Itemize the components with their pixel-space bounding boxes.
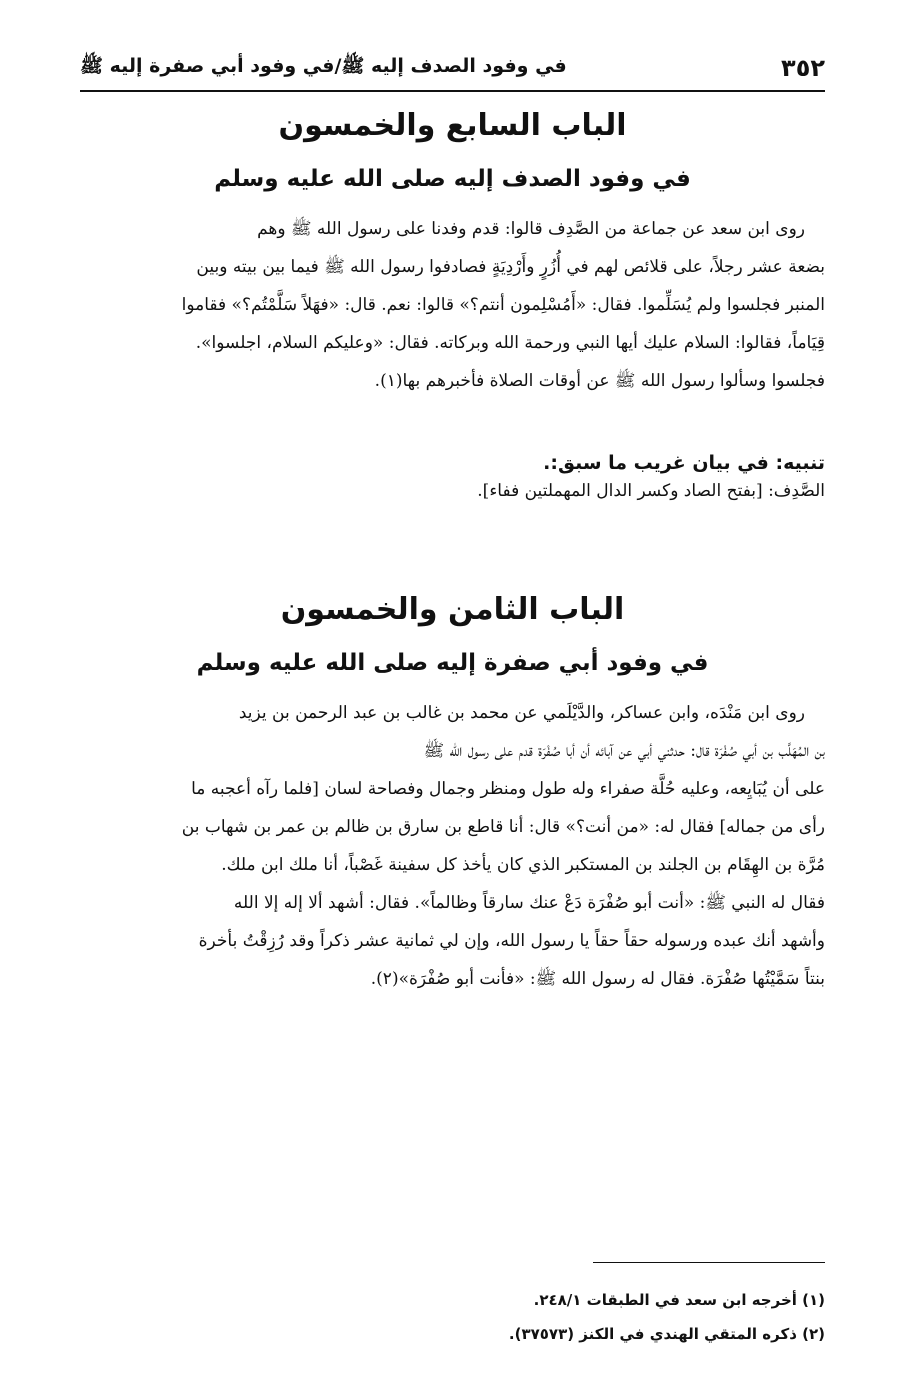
paragraph-line: بضعة عشر رجلاً، على قلائص لهم في أُزُرٍ وأَرْدِيَةٍ فصادفوا رسول الله ﷺ فيما بين بيته وبين: [196, 257, 825, 277]
note-heading: تنبيه: في بيان غريب ما سبق:.: [543, 452, 825, 474]
footnote-1: (١) أخرجه ابن سعد في الطبقات ٢٤٨/١.: [533, 1291, 825, 1309]
footnote-divider: [593, 1262, 825, 1263]
paragraph-line: بنتاً سَمَّيْتُها صُفْرَة. فقال له رسول الله ﷺ: «فأنت أبو صُفْرَة»(٢).: [370, 969, 825, 989]
paragraph-line: فقال له النبي ﷺ: «أنت أبو صُفْرَة دَعْ عنك سارقاً وظالماً». فقال: أشهد ألا إله إلا الله: [233, 893, 825, 913]
paragraph-line: فجلسوا وسألوا رسول الله ﷺ عن أوقات الصلاة فأخبرهم بها(١).: [374, 371, 825, 391]
paragraph-line: قِيَاماً، فقالوا: السلام عليك أيها النبي ورحمة الله وبركاته. فقال: «وعليكم السلام، اجلسوا».: [195, 333, 825, 353]
running-header: [80, 46, 825, 92]
paragraph-line: روى ابن مَنْدَه، وابن عساكر، والدَّيْلَمي عن محمد بن غالب بن عبد الرحمن بن يزيد: [238, 703, 805, 723]
paragraph-line: روى ابن سعد عن جماعة من الصَّدِف قالوا: قدم وفدنا على رسول الله ﷺ وهم: [257, 219, 805, 239]
footnotes: [509, 1283, 825, 1351]
chapter-57-subtitle: في وفود الصدف إليه صلى الله عليه وسلم: [214, 166, 691, 192]
paragraph-line: المنبر فجلسوا ولم يُسَلِّموا. فقال: «أَمُسْلِمون أنتم؟» قالوا: نعم. قال: «فهَلاً سَلَّمْتُم؟» فقاموا: [181, 295, 825, 315]
paragraph-line: على أن يُبَايِعه، وعليه حُلَّة صفراء وله طول ومنظر وجمال وفصاحة لسان [فلما رآه أعجبه ما: [191, 779, 825, 799]
paragraph-line: بن المُهَلَّب بن أبي صُفْرَة قال: حدثني أبي عن آبائه أن أبا صُفْرَة قدم على رسول الله ﷺ: [423, 741, 825, 761]
chapter-58-paragraph: [80, 694, 825, 998]
chapter-58-title: الباب الثامن والخمسون: [280, 592, 625, 627]
paragraph-line: مُرَّة بن الهِقَام بن الجلند بن المستكبر الذي كان يأخذ كل سفينة غَصْباً، أنا ملك ابن ملك.: [221, 855, 825, 875]
chapter-57-title: الباب السابع والخمسون: [278, 108, 627, 143]
note-text: الصَّدِف: [بفتح الصاد وكسر الدال المهملتين ففاء].: [477, 481, 825, 501]
paragraph-line: وأشهد أنك عبده ورسوله حقاً حقاً يا رسول الله، وإن لي ثمانية عشر ذكراً وقد رُزِقْتُ بأخرة: [198, 931, 825, 951]
paragraph-line: رأى من جماله] فقال له: «من أنت؟» قال: أنا قاطع بن سارق بن ظالم بن عمر بن شهاب بن: [181, 817, 825, 837]
chapter-57-paragraph: [80, 210, 825, 400]
running-header-title: في وفود الصدف إليه ﷺ/في وفود أبي صفرة إليه ﷺ: [80, 55, 567, 77]
footnote-2: (٢) ذكره المتقي الهندي في الكنز (٣٧٥٧٣).: [508, 1325, 825, 1343]
page-number: ٣٥٢: [781, 54, 825, 82]
chapter-58-subtitle: في وفود أبي صفرة إليه صلى الله عليه وسلم: [196, 650, 709, 676]
